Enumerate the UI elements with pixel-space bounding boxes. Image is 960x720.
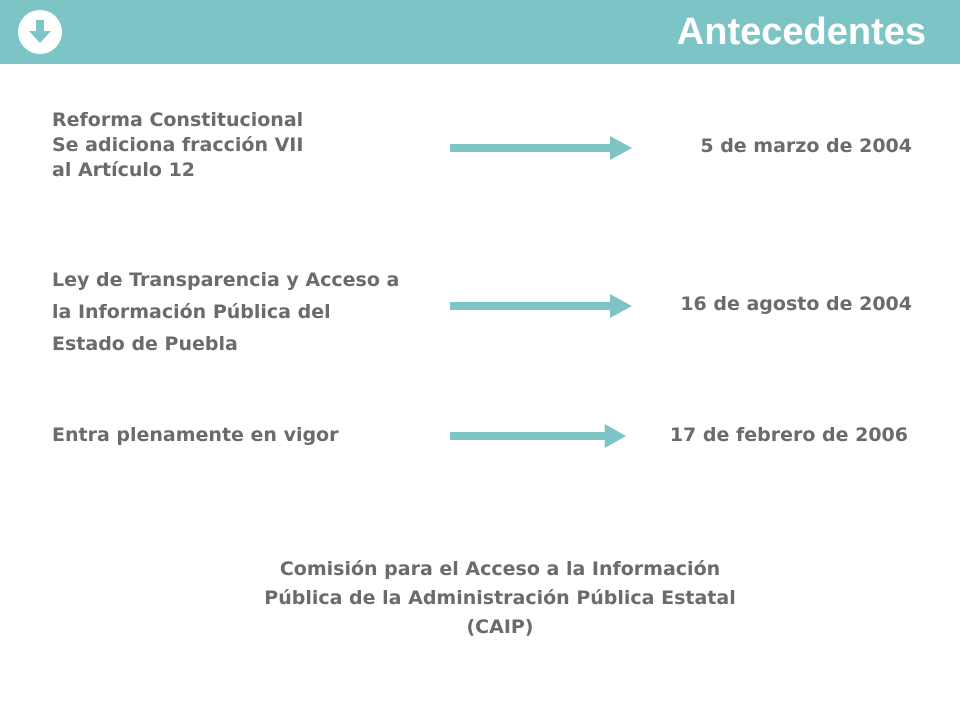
timeline-label-vigor — [52, 422, 338, 448]
arrow-down-circle-icon[interactable] — [18, 10, 62, 54]
label-line: Entra plenamente en vigor — [52, 424, 339, 446]
timeline-date-vigor: 17 de febrero de 2006 — [669, 424, 908, 446]
page-title: Antecedentes — [676, 11, 926, 53]
timeline-date-ley: 16 de agosto de 2004 — [680, 293, 912, 315]
label-line: al Artículo 12 — [52, 159, 196, 181]
footer-line: Comisión para el Acceso a la Información — [279, 558, 721, 580]
label-line: Se adiciona fracción VII — [52, 134, 304, 156]
label-line: la Información Pública del — [52, 301, 331, 323]
timeline-date-reforma: 5 de marzo de 2004 — [700, 135, 912, 157]
label-line: Estado de Puebla — [52, 333, 238, 355]
timeline-label-reforma — [52, 108, 303, 183]
footer-line: Pública de la Administración Pública Estatal — [264, 587, 736, 609]
timeline-arrow-icon — [450, 424, 626, 448]
label-line: Reforma Constitucional — [52, 109, 304, 131]
timeline-label-ley — [52, 264, 399, 360]
footer-line: (CAIP) — [466, 616, 534, 638]
timeline-arrow-icon — [450, 294, 632, 318]
footer-caption — [180, 555, 820, 642]
timeline-arrow-icon — [450, 136, 632, 160]
header-bar — [0, 0, 960, 64]
label-line: Ley de Transparencia y Acceso a — [52, 269, 400, 291]
